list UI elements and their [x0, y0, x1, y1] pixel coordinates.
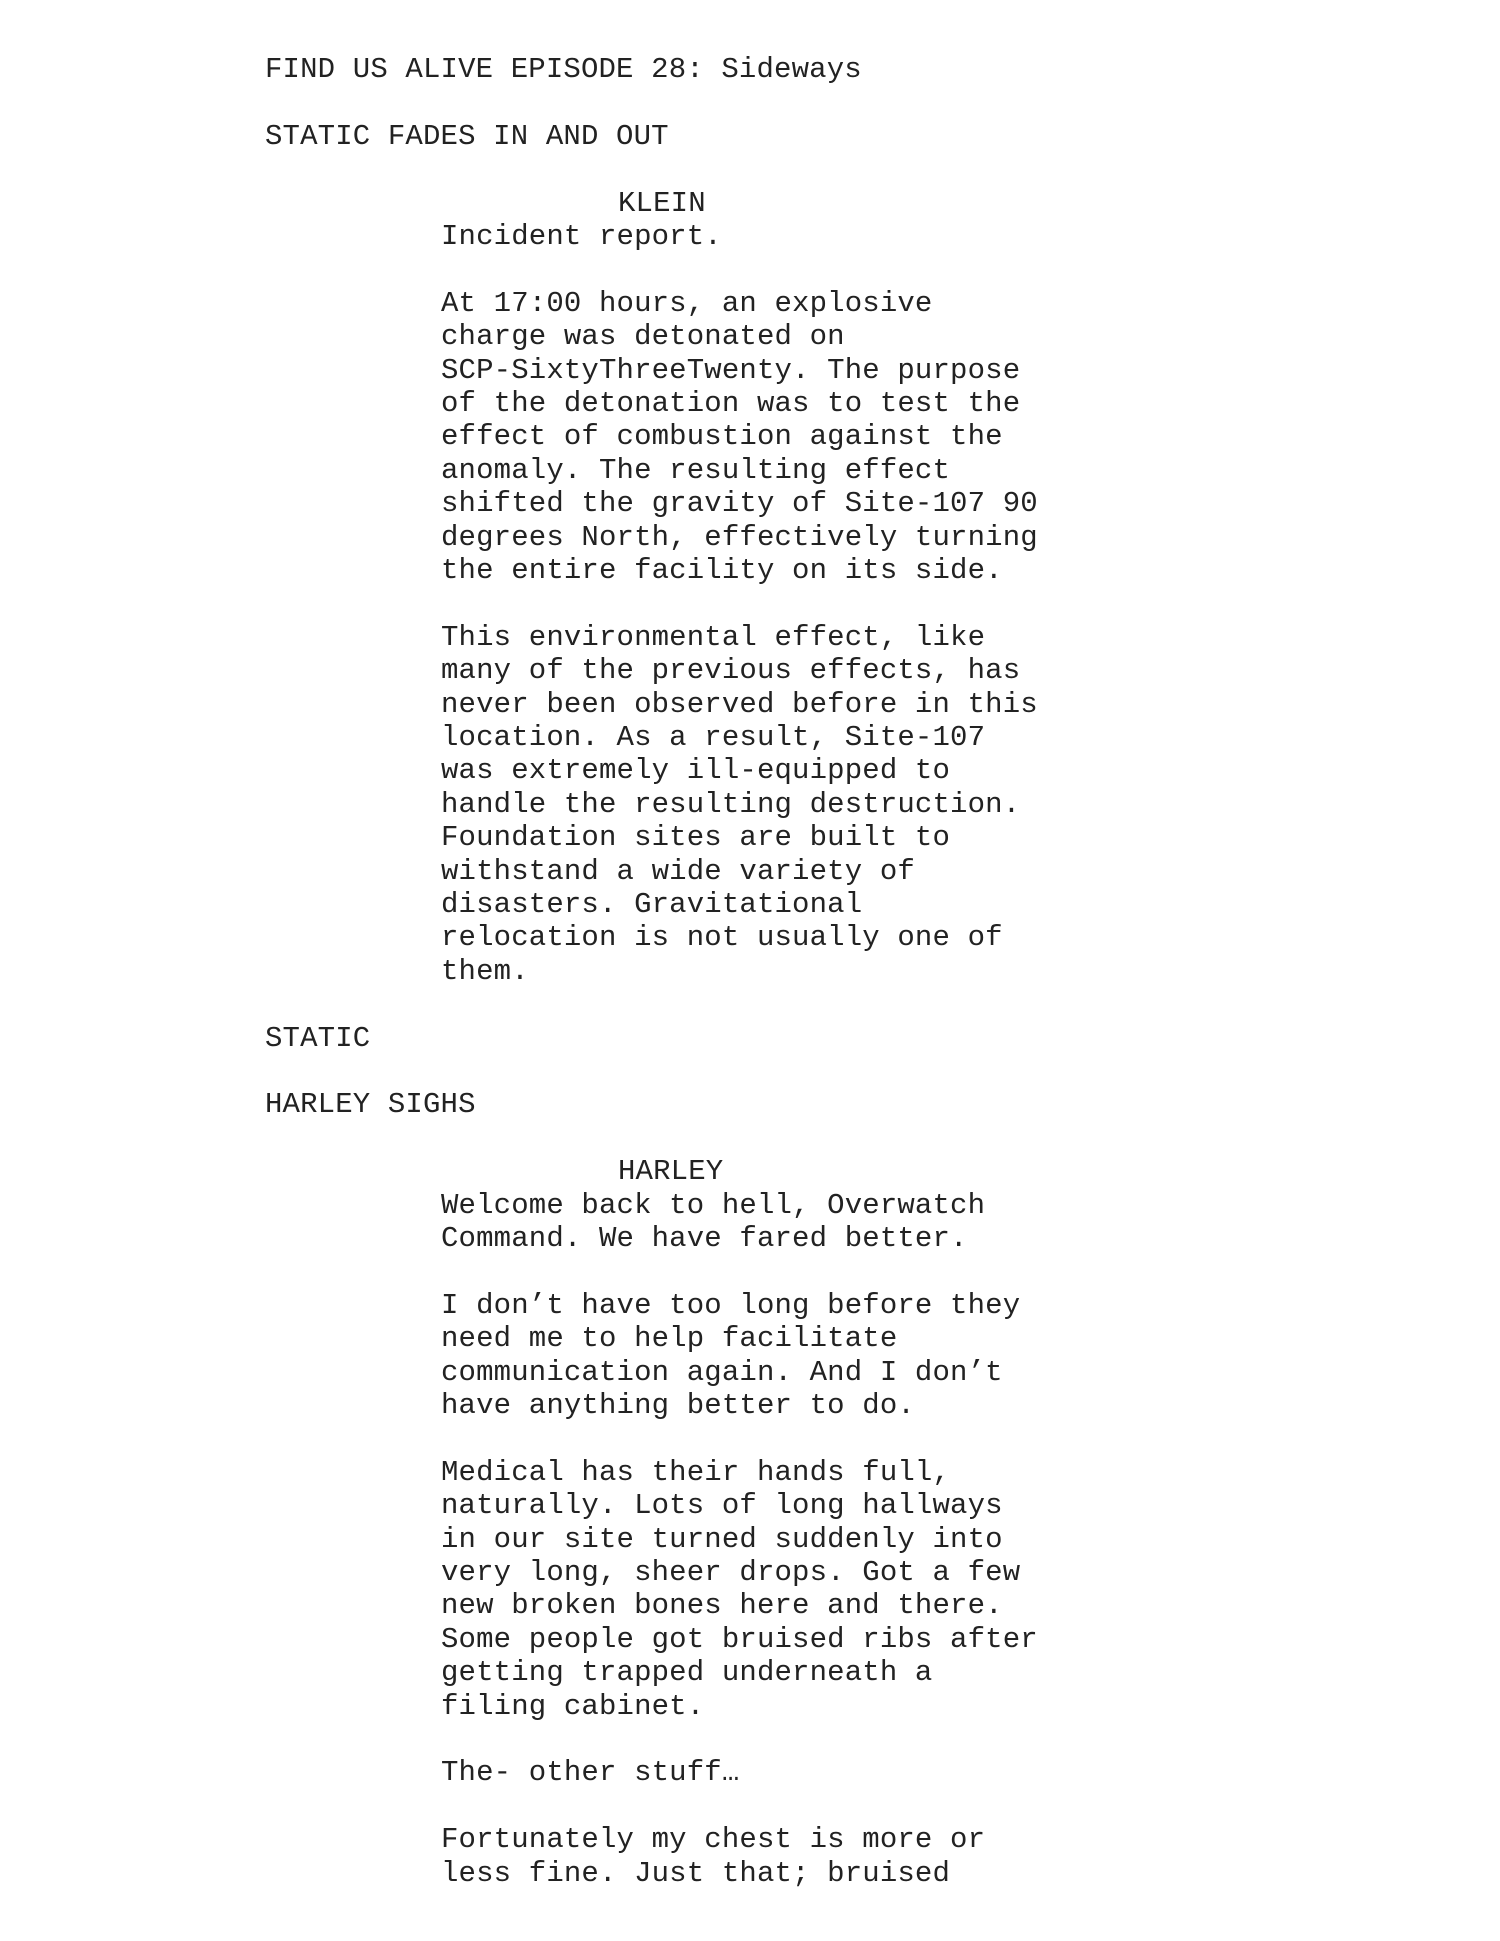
dialogue-line: very long, sheer drops. Got a few — [441, 1556, 1021, 1590]
dialogue-line: many of the previous effects, has — [441, 654, 1021, 688]
dialogue-line: have anything better to do. — [441, 1389, 915, 1423]
dialogue-line: them. — [441, 954, 529, 988]
dialogue-line: the entire facility on its side. — [441, 554, 1003, 588]
dialogue-line: disasters. Gravitational — [441, 888, 863, 922]
dialogue-line: SCP-SixtyThreeTwenty. The purpose — [441, 353, 1021, 387]
dialogue-line: need me to help facilitate — [441, 1322, 898, 1356]
dialogue-paragraph — [441, 1456, 1241, 1723]
dialogue-line: degrees North, effectively turning — [441, 520, 1038, 554]
dialogue-paragraph — [441, 1289, 1241, 1423]
episode-title: FIND US ALIVE EPISODE 28: Sideways — [265, 53, 862, 86]
dialogue-line: withstand a wide variety of — [441, 854, 915, 888]
dialogue-line: in our site turned suddenly into — [441, 1522, 1003, 1556]
dialogue-line: shifted the gravity of Site-107 90 — [441, 487, 1038, 521]
dialogue-line: handle the resulting destruction. — [441, 787, 1021, 821]
dialogue-paragraph — [441, 1823, 1241, 1890]
action-line: HARLEY SIGHS — [265, 1088, 476, 1122]
dialogue-line: getting trapped underneath a — [441, 1656, 933, 1690]
dialogue-line: This environmental effect, like — [441, 620, 986, 654]
dialogue-line: location. As a result, Site-107 — [441, 721, 986, 755]
dialogue-line: At 17:00 hours, an explosive — [441, 286, 933, 320]
dialogue-line: less fine. Just that; bruised — [441, 1856, 951, 1890]
character-cue: HARLEY — [618, 1155, 724, 1189]
dialogue-line: communication again. And I don’t — [441, 1355, 1003, 1389]
dialogue-line: filing cabinet. — [441, 1689, 705, 1723]
dialogue-paragraph — [441, 621, 1241, 988]
dialogue-line: I don’t have too long before they — [441, 1288, 1021, 1322]
dialogue-line: was extremely ill-equipped to — [441, 754, 951, 788]
dialogue-line: anomaly. The resulting effect — [441, 453, 951, 487]
dialogue-line: Incident report. — [441, 220, 722, 253]
dialogue-line: Some people got bruised ribs after — [441, 1622, 1038, 1656]
dialogue-line: naturally. Lots of long hallways — [441, 1489, 1003, 1523]
dialogue-paragraph — [441, 1756, 1241, 1789]
character-cue: KLEIN — [618, 186, 706, 220]
dialogue-line: effect of combustion against the — [441, 420, 1003, 454]
dialogue-paragraph — [441, 1189, 1241, 1256]
dialogue-line: The- other stuff… — [441, 1756, 740, 1790]
dialogue-line: new broken bones here and there. — [441, 1589, 1003, 1623]
dialogue-line: of the detonation was to test the — [441, 387, 1021, 421]
dialogue-line: Fortunately my chest is more or — [441, 1823, 986, 1857]
dialogue-line: Foundation sites are built to — [441, 821, 951, 855]
action-line: STATIC — [265, 1021, 371, 1055]
dialogue-line: Command. We have fared better. — [441, 1222, 968, 1255]
action-line: STATIC FADES IN AND OUT — [265, 119, 669, 153]
dialogue-line: relocation is not usually one of — [441, 921, 1003, 955]
dialogue-line: Medical has their hands full, — [441, 1455, 951, 1489]
dialogue-line: never been observed before in this — [441, 687, 1038, 721]
dialogue-line: charge was detonated on — [441, 320, 845, 354]
dialogue-line: Welcome back to hell, Overwatch — [441, 1188, 986, 1222]
dialogue-paragraph — [441, 287, 1241, 588]
dialogue-paragraph — [441, 220, 1241, 253]
